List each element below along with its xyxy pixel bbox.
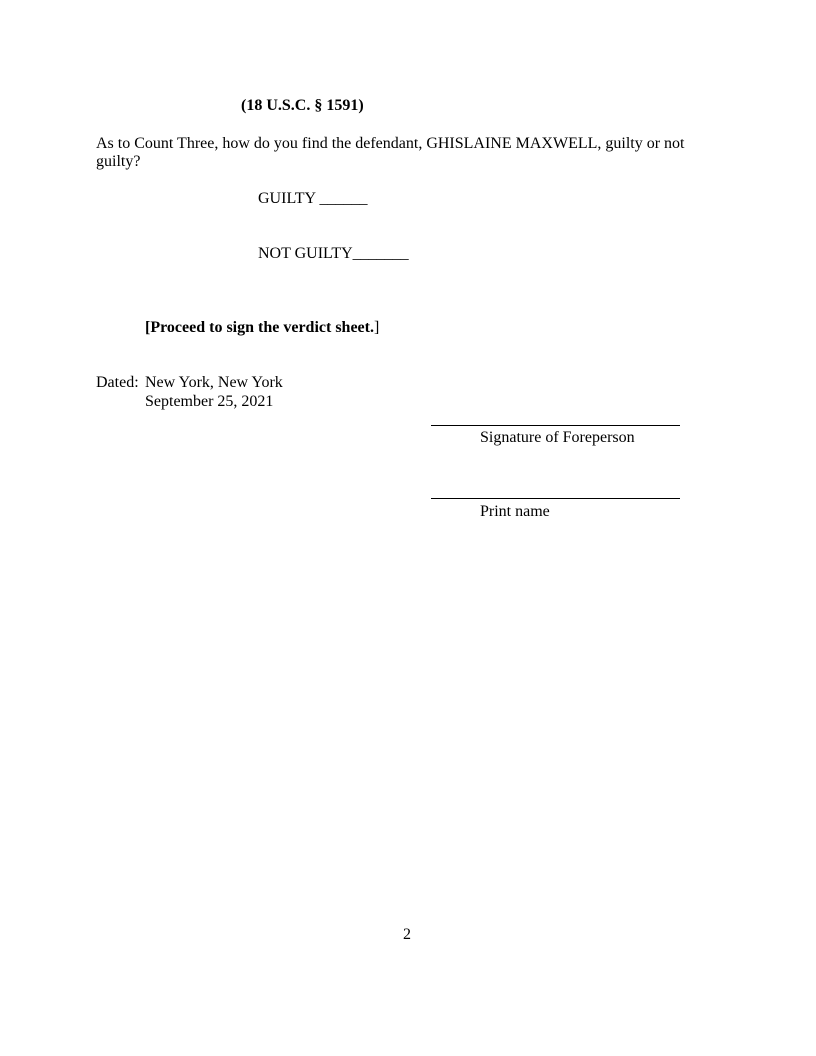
instruction-text: [Proceed to sign the verdict sheet. [145, 319, 374, 336]
instruction-closing-bracket: ] [373, 319, 380, 336]
print-name-label: Print name [480, 503, 550, 520]
statute-citation: (18 U.S.C. § 1591) [241, 97, 364, 114]
page-number: 2 [403, 926, 411, 943]
question-line-1: As to Count Three, how do you find the defendant, GHISLAINE MAXWELL, guilty or not [96, 135, 685, 152]
guilty-option: GUILTY ______ [258, 190, 368, 207]
not-guilty-option: NOT GUILTY_______ [258, 245, 409, 262]
question-line-2: guilty? [96, 153, 141, 170]
dated-date: September 25, 2021 [145, 393, 274, 410]
foreperson-signature-label: Signature of Foreperson [480, 429, 635, 446]
print-name-line [431, 498, 680, 499]
instruction [145, 318, 379, 337]
foreperson-signature-line [431, 425, 680, 426]
dated-label: Dated: [96, 374, 139, 391]
dated-location: New York, New York [145, 374, 283, 391]
